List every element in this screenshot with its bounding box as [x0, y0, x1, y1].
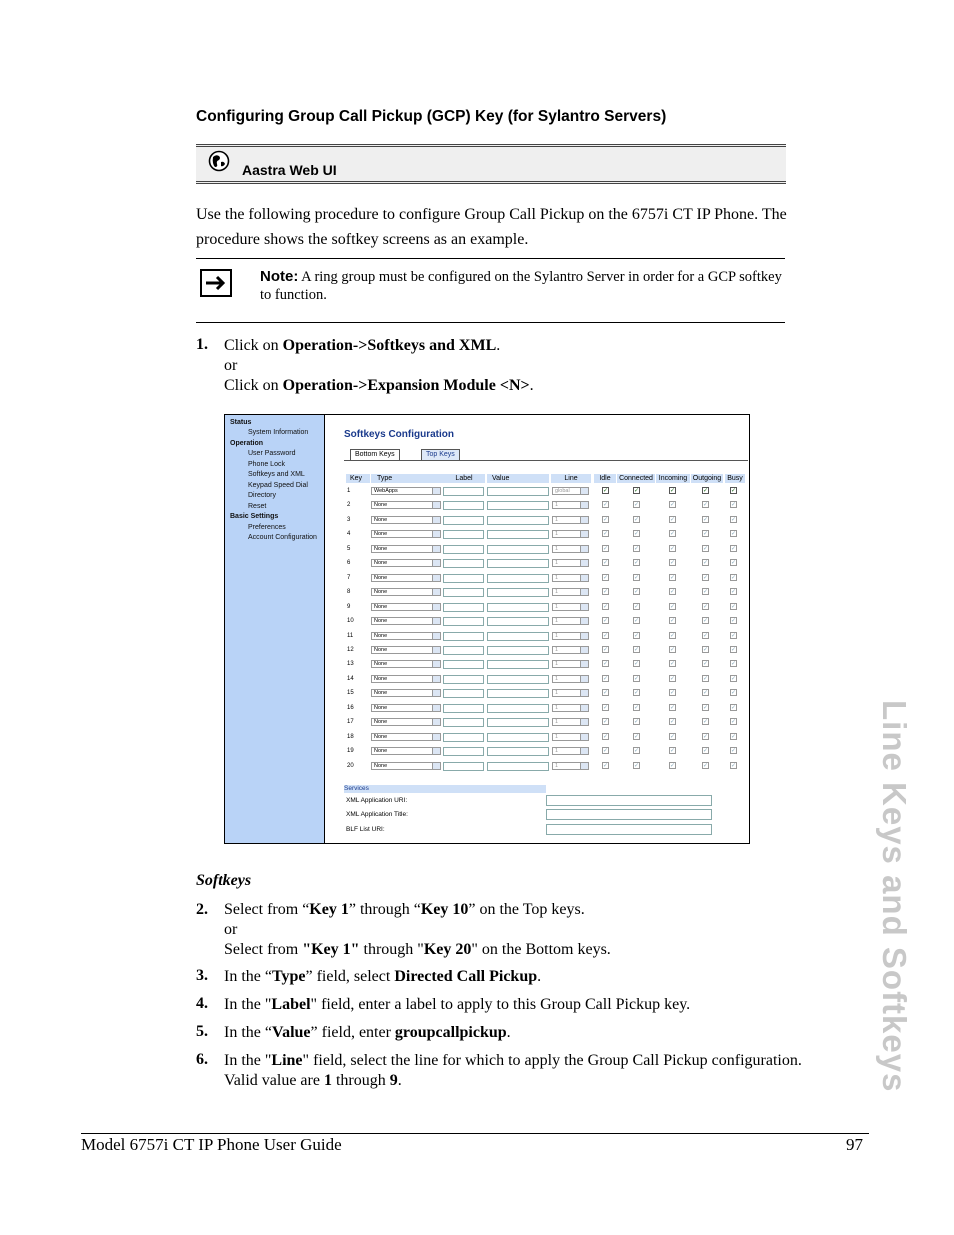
state-checkbox[interactable]: ✓	[603, 487, 609, 494]
state-checkbox[interactable]: ✓	[731, 718, 737, 726]
type-select[interactable]: None	[371, 747, 441, 755]
label-input[interactable]	[443, 501, 484, 510]
col-busy: Busy	[725, 474, 745, 483]
line-select[interactable]: 1	[552, 516, 589, 524]
key-number: 7	[347, 574, 351, 581]
state-checkbox[interactable]: ✓	[731, 747, 737, 755]
sidebar-keypad-speed-dial[interactable]: Keypad Speed Dial	[248, 482, 308, 489]
state-checkbox[interactable]: ✓	[703, 645, 709, 653]
line-select[interactable]: 1	[552, 632, 589, 640]
tab-bottom-keys[interactable]: Bottom Keys	[350, 449, 400, 461]
step-5-number: 5.	[196, 1023, 208, 1040]
type-select[interactable]: None	[371, 603, 441, 611]
state-checkbox[interactable]: ✓	[731, 660, 737, 668]
state-checkbox[interactable]: ✓	[670, 501, 676, 509]
step-1-text: Click on Operation->Softkeys and XML. or Click on Operation->Expansion Module <N>.	[224, 337, 534, 394]
key-number: 8	[347, 589, 351, 596]
state-checkbox[interactable]: ✓	[703, 732, 709, 740]
label-input[interactable]	[443, 559, 484, 568]
footer-title: Model 6757i CT IP Phone User Guide	[81, 1135, 342, 1154]
state-checkbox[interactable]: ✓	[703, 602, 709, 610]
line-select[interactable]: 1	[552, 747, 589, 755]
state-checkbox[interactable]: ✓	[670, 703, 676, 711]
value-input[interactable]	[487, 545, 549, 554]
value-input[interactable]	[487, 516, 549, 525]
state-checkbox[interactable]: ✓	[670, 573, 676, 581]
state-checkbox[interactable]: ✓	[703, 660, 709, 668]
state-checkbox[interactable]: ✓	[634, 660, 640, 668]
col-connected: Connected	[617, 474, 655, 483]
state-checkbox[interactable]: ✓	[670, 747, 676, 755]
label-input[interactable]	[443, 675, 484, 684]
state-checkbox[interactable]: ✓	[603, 602, 609, 610]
state-checkbox[interactable]: ✓	[703, 530, 709, 538]
type-select[interactable]: None	[371, 689, 441, 697]
state-checkbox[interactable]: ✓	[670, 487, 676, 494]
col-value: Value	[487, 474, 549, 483]
state-checkbox[interactable]: ✓	[603, 761, 609, 769]
step-2-text: Select from “Key 1” through “Key 10” on the Top keys. or Select from "Key 1" through "Key 20" on the Bottom keys.	[224, 901, 611, 958]
state-checkbox[interactable]: ✓	[731, 515, 737, 523]
state-checkbox[interactable]: ✓	[634, 530, 640, 538]
sidebar-system-info[interactable]: System Information	[248, 429, 309, 436]
step-4-number: 4.	[196, 995, 208, 1012]
label-input[interactable]	[443, 487, 484, 496]
step-3-number: 3.	[196, 967, 208, 984]
line-select[interactable]: 1	[552, 646, 589, 654]
label-input[interactable]	[443, 574, 484, 583]
value-input[interactable]	[487, 675, 549, 684]
softkeys-config-screenshot	[224, 414, 750, 844]
state-checkbox[interactable]: ✓	[703, 544, 709, 552]
type-select[interactable]: None	[371, 617, 441, 625]
state-checkbox[interactable]: ✓	[731, 674, 737, 682]
value-input[interactable]	[487, 646, 549, 655]
state-checkbox[interactable]: ✓	[703, 487, 709, 494]
state-checkbox[interactable]: ✓	[731, 544, 737, 552]
label-input[interactable]	[443, 689, 484, 698]
state-checkbox[interactable]: ✓	[703, 573, 709, 581]
state-checkbox[interactable]: ✓	[703, 674, 709, 682]
state-checkbox[interactable]: ✓	[703, 588, 709, 596]
step-1-number: 1.	[196, 336, 208, 353]
value-input[interactable]	[487, 632, 549, 641]
type-select[interactable]: None	[371, 660, 441, 668]
xml-uri-label: XML Application URI:	[346, 797, 408, 804]
state-checkbox[interactable]: ✓	[634, 718, 640, 726]
state-checkbox[interactable]: ✓	[670, 515, 676, 523]
tab-divider	[344, 460, 748, 461]
key-number: 5	[347, 545, 351, 552]
state-checkbox[interactable]: ✓	[670, 588, 676, 596]
key-number: 4	[347, 531, 351, 538]
state-checkbox[interactable]: ✓	[703, 501, 709, 509]
type-select[interactable]: None	[371, 588, 441, 596]
state-checkbox[interactable]: ✓	[670, 544, 676, 552]
step-4-text: In the "Label" field, enter a label to apply to this Group Call Pickup key.	[224, 996, 691, 1013]
label-input[interactable]	[443, 516, 484, 525]
state-checkbox[interactable]: ✓	[703, 689, 709, 697]
label-input[interactable]	[443, 660, 484, 669]
state-checkbox[interactable]: ✓	[634, 689, 640, 697]
line-select[interactable]: 1	[552, 501, 589, 509]
state-checkbox[interactable]: ✓	[731, 631, 737, 639]
state-checkbox[interactable]: ✓	[670, 718, 676, 726]
page-number: 97	[846, 1135, 863, 1154]
key-number: 1	[347, 488, 351, 494]
state-checkbox[interactable]: ✓	[731, 617, 737, 625]
label-input[interactable]	[443, 588, 484, 597]
state-checkbox[interactable]: ✓	[703, 761, 709, 769]
key-number: 13	[347, 661, 354, 668]
state-checkbox[interactable]: ✓	[603, 674, 609, 682]
type-select[interactable]: None	[371, 718, 441, 726]
line-select[interactable]: 1	[552, 675, 589, 683]
label-input[interactable]	[443, 646, 484, 655]
line-select[interactable]: 1	[552, 617, 589, 625]
line-select[interactable]: 1	[552, 588, 589, 596]
state-checkbox[interactable]: ✓	[670, 660, 676, 668]
type-select[interactable]: None	[371, 632, 441, 640]
state-checkbox[interactable]: ✓	[731, 689, 737, 697]
state-checkbox[interactable]: ✓	[634, 631, 640, 639]
line-select[interactable]: 1	[552, 689, 589, 697]
state-checkbox[interactable]: ✓	[634, 487, 640, 494]
note-top-rule	[196, 258, 785, 259]
state-checkbox[interactable]: ✓	[634, 602, 640, 610]
state-checkbox[interactable]: ✓	[703, 703, 709, 711]
line-select[interactable]: 1	[552, 733, 589, 741]
value-input[interactable]	[487, 704, 549, 713]
value-input[interactable]	[487, 559, 549, 568]
label-input[interactable]	[443, 747, 484, 756]
label-input[interactable]	[443, 603, 484, 612]
state-checkbox[interactable]: ✓	[603, 703, 609, 711]
key-number: 14	[347, 675, 354, 682]
key-number: 10	[347, 618, 354, 625]
step-6-text: In the "Line" field, select the line for which to apply the Group Call Pickup configuration. Valid value are 1 through 9.	[224, 1052, 802, 1089]
state-checkbox[interactable]: ✓	[634, 501, 640, 509]
label-input[interactable]	[443, 632, 484, 641]
state-checkbox[interactable]: ✓	[670, 631, 676, 639]
state-checkbox[interactable]: ✓	[703, 515, 709, 523]
line-select[interactable]: 1	[552, 545, 589, 553]
label-input[interactable]	[443, 704, 484, 713]
state-checkbox[interactable]: ✓	[634, 761, 640, 769]
key-number: 12	[347, 646, 354, 653]
value-input[interactable]	[487, 689, 549, 698]
state-checkbox[interactable]: ✓	[634, 732, 640, 740]
state-checkbox[interactable]: ✓	[603, 515, 609, 523]
sidebar-phone-lock[interactable]: Phone Lock	[248, 461, 285, 468]
globe-icon	[208, 150, 230, 172]
type-select[interactable]: None	[371, 733, 441, 741]
xml-title-label: XML Application Title:	[346, 811, 408, 818]
state-checkbox[interactable]: ✓	[603, 588, 609, 596]
step-2-number: 2.	[196, 901, 208, 918]
state-checkbox[interactable]: ✓	[603, 660, 609, 668]
state-checkbox[interactable]: ✓	[603, 573, 609, 581]
state-checkbox[interactable]: ✓	[634, 747, 640, 755]
state-checkbox[interactable]: ✓	[603, 645, 609, 653]
sidebar-reset[interactable]: Reset	[248, 503, 267, 510]
line-select[interactable]: 1	[552, 530, 589, 538]
state-checkbox[interactable]: ✓	[670, 761, 676, 769]
state-checkbox[interactable]: ✓	[670, 559, 676, 567]
type-select[interactable]: None	[371, 646, 441, 654]
value-input[interactable]	[487, 733, 549, 742]
line-select[interactable]: 1	[552, 762, 589, 770]
state-checkbox[interactable]: ✓	[731, 602, 737, 610]
key-number: 3	[347, 516, 351, 523]
type-select[interactable]: WebApps	[371, 487, 441, 495]
state-checkbox[interactable]: ✓	[603, 617, 609, 625]
line-select[interactable]: global	[552, 487, 589, 495]
col-label: Label	[443, 474, 485, 483]
col-line: Line	[551, 474, 591, 483]
line-select[interactable]: 1	[552, 660, 589, 668]
value-input[interactable]	[487, 762, 549, 771]
state-checkbox[interactable]: ✓	[603, 747, 609, 755]
label-input[interactable]	[443, 617, 484, 626]
tab-top-keys[interactable]: Top Keys	[421, 449, 460, 461]
step-5-text: In the “Value” field, enter groupcallpickup.	[224, 1024, 511, 1041]
state-checkbox[interactable]: ✓	[634, 544, 640, 552]
sidebar	[225, 415, 325, 843]
state-checkbox[interactable]: ✓	[603, 689, 609, 697]
state-checkbox[interactable]: ✓	[703, 747, 709, 755]
state-checkbox[interactable]: ✓	[634, 617, 640, 625]
value-input[interactable]	[487, 660, 549, 669]
state-checkbox[interactable]: ✓	[603, 732, 609, 740]
value-input[interactable]	[487, 574, 549, 583]
state-checkbox[interactable]: ✓	[634, 674, 640, 682]
chapter-side-tab: Line Keys and Softkeys	[876, 700, 913, 1093]
state-checkbox[interactable]: ✓	[731, 559, 737, 567]
label-input[interactable]	[443, 718, 484, 727]
state-checkbox[interactable]: ✓	[670, 530, 676, 538]
state-checkbox[interactable]: ✓	[634, 588, 640, 596]
state-checkbox[interactable]: ✓	[603, 530, 609, 538]
line-select[interactable]: 1	[552, 718, 589, 726]
state-checkbox[interactable]: ✓	[670, 602, 676, 610]
key-number: 19	[347, 748, 354, 755]
state-checkbox[interactable]: ✓	[634, 559, 640, 567]
key-number: 6	[347, 560, 351, 567]
key-number: 16	[347, 704, 354, 711]
arrow-right-icon	[200, 269, 232, 297]
label-input[interactable]	[443, 545, 484, 554]
label-input[interactable]	[443, 762, 484, 771]
blf-uri-input[interactable]	[546, 824, 712, 835]
type-select[interactable]: None	[371, 574, 441, 582]
line-select[interactable]: 1	[552, 704, 589, 712]
value-input[interactable]	[487, 530, 549, 539]
state-checkbox[interactable]: ✓	[731, 573, 737, 581]
state-checkbox[interactable]: ✓	[731, 501, 737, 509]
section-heading: Configuring Group Call Pickup (GCP) Key (for Sylantro Servers)	[196, 108, 667, 125]
note-text	[260, 268, 790, 304]
type-select[interactable]: None	[371, 762, 441, 770]
col-incoming: Incoming	[656, 474, 690, 483]
sidebar-user-password[interactable]: User Password	[248, 450, 296, 457]
key-number: 20	[347, 762, 354, 769]
key-number: 11	[347, 632, 354, 639]
col-type: Type	[371, 474, 447, 483]
sidebar-status[interactable]: Status	[230, 419, 252, 426]
value-input[interactable]	[487, 603, 549, 612]
type-select[interactable]: None	[371, 516, 441, 524]
state-checkbox[interactable]: ✓	[603, 718, 609, 726]
xml-title-input[interactable]	[546, 809, 712, 820]
blf-uri-label: BLF List URI:	[346, 826, 385, 833]
sidebar-basic-settings[interactable]: Basic Settings	[230, 513, 279, 520]
label-input[interactable]	[443, 530, 484, 539]
value-input[interactable]	[487, 588, 549, 597]
state-checkbox[interactable]: ✓	[731, 530, 737, 538]
state-checkbox[interactable]: ✓	[731, 645, 737, 653]
state-checkbox[interactable]: ✓	[703, 718, 709, 726]
value-input[interactable]	[487, 718, 549, 727]
state-checkbox[interactable]: ✓	[634, 573, 640, 581]
state-checkbox[interactable]: ✓	[634, 703, 640, 711]
state-checkbox[interactable]: ✓	[670, 617, 676, 625]
line-select[interactable]: 1	[552, 603, 589, 611]
value-input[interactable]	[487, 501, 549, 510]
key-number: 2	[347, 502, 351, 509]
key-number: 17	[347, 719, 354, 726]
sidebar-directory[interactable]: Directory	[248, 492, 277, 499]
softkeys-title: Softkeys Configuration	[344, 429, 455, 440]
xml-uri-input[interactable]	[546, 795, 712, 806]
sidebar-preferences[interactable]: Preferences	[248, 524, 286, 531]
col-outgoing: Outgoing	[692, 475, 722, 482]
key-number: 9	[347, 603, 351, 610]
figure-caption: Softkeys	[196, 872, 252, 889]
state-checkbox[interactable]: ✓	[670, 689, 676, 697]
value-input[interactable]	[487, 487, 549, 496]
state-checkbox[interactable]: ✓	[634, 645, 640, 653]
type-select[interactable]: None	[371, 545, 441, 553]
intro-paragraph: Use the following procedure to configure Group Call Pickup on the 6757i CT IP Phone. The procedure shows the softkey screens as an example.	[196, 206, 787, 248]
type-select[interactable]: None	[371, 559, 441, 567]
step-6-number: 6.	[196, 1051, 208, 1068]
state-checkbox[interactable]: ✓	[731, 761, 737, 769]
services-header: Services	[344, 785, 546, 793]
type-select[interactable]: None	[371, 704, 441, 712]
sidebar-account-config[interactable]: Account Configuration	[248, 534, 317, 541]
value-input[interactable]	[487, 617, 549, 626]
key-number: 15	[347, 690, 354, 697]
state-checkbox[interactable]: ✓	[670, 732, 676, 740]
state-checkbox[interactable]: ✓	[703, 559, 709, 567]
sidebar-operation[interactable]: Operation	[230, 440, 264, 447]
col-idle: Idle	[594, 474, 616, 483]
state-checkbox[interactable]: ✓	[634, 515, 640, 523]
state-checkbox[interactable]: ✓	[731, 487, 737, 494]
state-checkbox[interactable]: ✓	[603, 559, 609, 567]
type-select[interactable]: None	[371, 501, 441, 509]
state-checkbox[interactable]: ✓	[703, 631, 709, 639]
type-select[interactable]: None	[371, 675, 441, 683]
state-checkbox[interactable]: ✓	[603, 631, 609, 639]
state-checkbox[interactable]: ✓	[731, 732, 737, 740]
state-checkbox[interactable]: ✓	[603, 544, 609, 552]
value-input[interactable]	[487, 747, 549, 756]
state-checkbox[interactable]: ✓	[670, 674, 676, 682]
line-select[interactable]: 1	[552, 574, 589, 582]
state-checkbox[interactable]: ✓	[670, 645, 676, 653]
key-number: 18	[347, 733, 354, 740]
type-select[interactable]: None	[371, 530, 441, 538]
sidebar-softkeys-xml[interactable]: Softkeys and XML	[248, 471, 305, 478]
state-checkbox[interactable]: ✓	[603, 501, 609, 509]
web-ui-label: Aastra Web UI	[242, 162, 337, 178]
line-select[interactable]: 1	[552, 559, 589, 567]
step-3-text: In the “Type” field, select Directed Call Pickup.	[224, 968, 542, 985]
note-bottom-rule	[196, 322, 785, 323]
col-key: Key	[346, 474, 370, 483]
label-input[interactable]	[443, 733, 484, 742]
footer-rule	[81, 1133, 869, 1134]
state-checkbox[interactable]: ✓	[703, 617, 709, 625]
state-checkbox[interactable]: ✓	[731, 703, 737, 711]
state-checkbox[interactable]: ✓	[731, 588, 737, 596]
note-label: Note:	[260, 268, 299, 285]
note-body: A ring group must be configured on the Sylantro Server in order for a GCP softkey to function.	[260, 269, 782, 303]
